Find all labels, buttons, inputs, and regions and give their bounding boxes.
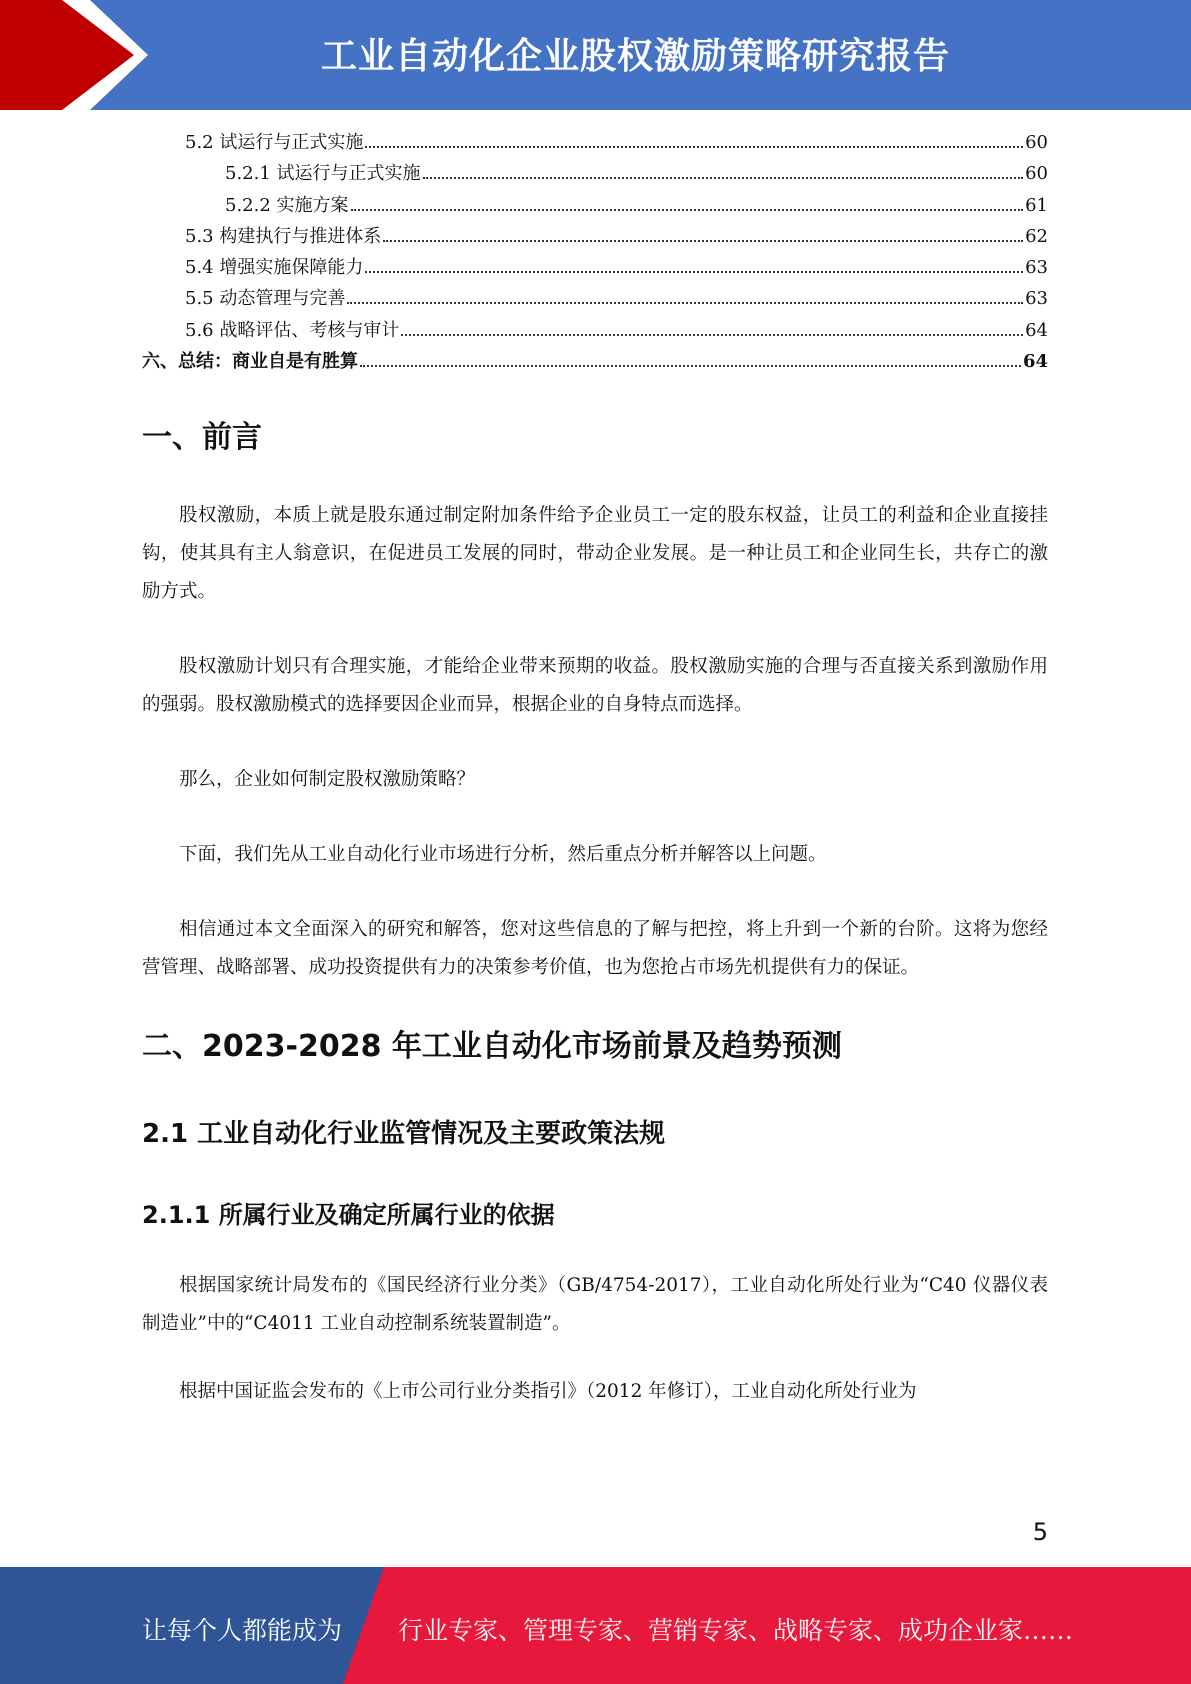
- page-number: 5: [1032, 1518, 1048, 1546]
- preface-paragraph: 相信通过本文全面深入的研究和解答，您对这些信息的了解与把控，将上升到一个新的台阶。这将为您经营管理、战略部署、成功投资提供有力的决策参考价值，也为您抢占市场先机提供有力的保证。: [142, 919, 1048, 978]
- section-title-market: 二、2023-2028 年工业自动化市场前景及趋势预测: [142, 1029, 842, 1064]
- subsection-title-2-1: 2.1 工业自动化行业监管情况及主要政策法规: [142, 1119, 666, 1149]
- subsection-title-2-1-1: 2.1.1 所属行业及确定所属行业的依据: [142, 1200, 555, 1229]
- toc-entry-label: 5.5 动态管理与完善: [185, 288, 346, 310]
- toc-entry-page: 63: [1025, 288, 1048, 310]
- preface-paragraph: 下面，我们先从工业自动化行业市场进行分析，然后重点分析并解答以上问题。: [179, 844, 827, 865]
- toc-leader-dots: [351, 208, 1024, 211]
- toc-entry-label: 5.3 构建执行与推进体系: [185, 225, 382, 247]
- page-header: [0, 0, 1191, 110]
- toc-entry-label: 5.6 战略评估、考核与审计: [185, 319, 400, 341]
- toc-entry-page: 60: [1025, 163, 1048, 185]
- toc-entry[interactable]: [142, 128, 1048, 159]
- toc-entry-page: 63: [1025, 257, 1048, 279]
- industry-paragraph: 根据国家统计局发布的《国民经济行业分类》（GB/4754-2017），工业自动化所处行业为“C40 仪器仪表制造业”中的“C4011 工业自动控制系统装置制造”。: [142, 1274, 1048, 1334]
- toc-entry-label: 5.2 试运行与正式实施: [185, 132, 364, 153]
- toc-entry-label: 5.2.2 实施方案: [225, 194, 349, 216]
- toc-entry[interactable]: [142, 222, 1048, 253]
- footer-slogan-right: 行业专家、管理专家、营销专家、战略专家、成功企业家……: [398, 1616, 1074, 1645]
- toc-leader-dots: [365, 270, 1023, 273]
- toc-leader-dots: [423, 176, 1024, 179]
- toc-entry-page: 62: [1025, 225, 1048, 247]
- toc-leader-dots: [383, 239, 1023, 242]
- preface-paragraph: 那么，企业如何制定股权激励策略？: [179, 769, 476, 790]
- toc-entry[interactable]: [142, 159, 1048, 190]
- toc-entry[interactable]: [142, 284, 1048, 315]
- preface-paragraph: 股权激励，本质上就是股东通过制定附加条件给予企业员工一定的股东权益，让员工的利益和企业直接挂钩，使其具有主人翁意识，在促进员工发展的同时，带动企业发展。是一种让员工和企业同生长，共存亡的激励方式。: [142, 505, 1048, 602]
- table-of-contents: [142, 128, 1048, 378]
- page-footer: [0, 1567, 1191, 1684]
- toc-entry-page: 64: [1025, 319, 1048, 341]
- toc-entry-label: 六、总结：商业自是有胜算: [142, 351, 358, 373]
- toc-entry-page: 64: [1022, 351, 1048, 373]
- toc-entry-label: 5.4 增强实施保障能力: [185, 257, 364, 279]
- toc-entry-page: 61: [1025, 194, 1048, 216]
- toc-entry[interactable]: [142, 316, 1048, 347]
- toc-entry-page: 60: [1025, 132, 1048, 153]
- section-title-preface: 一、前言: [142, 420, 262, 455]
- toc-leader-dots: [347, 301, 1023, 304]
- report-title: 工业自动化企业股权激励策略研究报告: [320, 36, 950, 77]
- toc-entry[interactable]: [142, 253, 1048, 284]
- toc-entry[interactable]: [142, 347, 1048, 378]
- main-content: [142, 400, 1048, 1411]
- preface-paragraph: 股权激励计划只有合理实施，才能给企业带来预期的收益。股权激励实施的合理与否直接关系到激励作用的强弱。股权激励模式的选择要因企业而异，根据企业的自身特点而选择。: [142, 656, 1048, 715]
- footer-slogan-left: 让每个人都能成为: [142, 1616, 343, 1645]
- toc-leader-dots: [365, 145, 1023, 148]
- industry-paragraph: 根据中国证监会发布的《上市公司行业分类指引》（2012 年修订），工业自动化所处行业为: [179, 1380, 917, 1402]
- toc-leader-dots: [360, 364, 1021, 367]
- toc-entry[interactable]: [142, 191, 1048, 222]
- toc-entry-label: 5.2.1 试运行与正式实施: [225, 163, 421, 185]
- toc-leader-dots: [401, 333, 1023, 336]
